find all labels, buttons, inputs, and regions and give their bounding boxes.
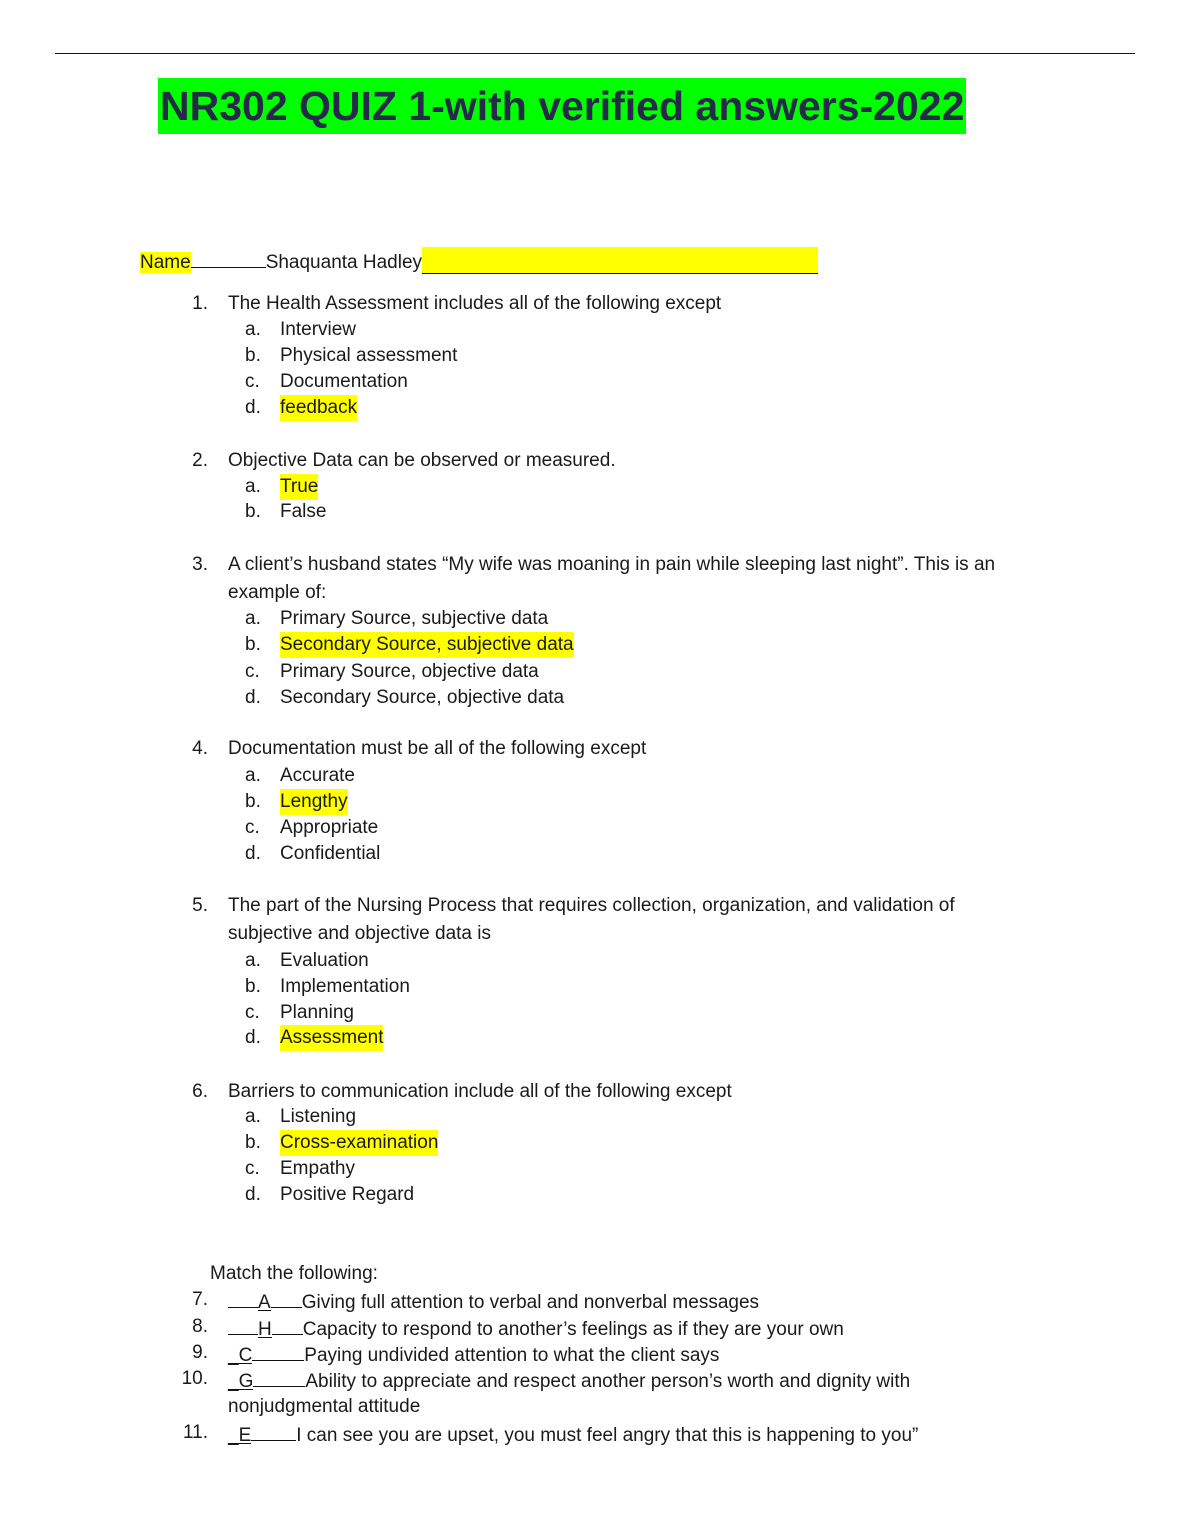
option-letter: c. [245, 817, 260, 838]
question-text: Barriers to communication include all of the following except [228, 1081, 732, 1102]
option-text: Secondary Source, objective data [280, 687, 565, 708]
match-text: Capacity to respond to another’s feelings as if they are your own [302, 1319, 844, 1340]
option-letter: d. [245, 687, 261, 708]
match-item [228, 1287, 759, 1316]
option-letter: b. [245, 976, 261, 997]
match-answer: _E [228, 1425, 252, 1446]
option-letter: a. [245, 950, 261, 971]
option-text: Documentation [280, 371, 408, 392]
document-title: NR302 QUIZ 1-with verified answers-2022 [158, 78, 966, 134]
question-text: A client’s husband states “My wife was moaning in pain while sleeping last night”. This is an [228, 554, 996, 575]
option-letter: c. [245, 371, 260, 392]
option-letter: d. [245, 1184, 261, 1205]
match-answer: _C [228, 1345, 253, 1366]
question-text: The Health Assessment includes all of the following except [228, 293, 722, 314]
match-item [228, 1420, 918, 1449]
match-heading: Match the following: [210, 1263, 378, 1284]
option-text: Implementation [280, 976, 410, 997]
match-blank [253, 1366, 305, 1387]
option-text: Physical assessment [280, 345, 458, 366]
option-letter: b. [245, 501, 261, 522]
option-letter: a. [245, 608, 261, 629]
match-answer: H [258, 1319, 272, 1340]
match-number: 7. [192, 1289, 208, 1310]
match-item [228, 1340, 719, 1369]
question-text: Documentation must be all of the following except [228, 738, 647, 759]
option-letter: a. [245, 765, 261, 786]
match-blank [228, 1314, 258, 1335]
option-letter: b. [245, 1132, 261, 1153]
option-letter: b. [245, 634, 261, 655]
question-number: 3. [192, 554, 208, 575]
top-rule [55, 53, 1135, 54]
option-text: Accurate [280, 765, 355, 786]
option-text: Primary Source, subjective data [280, 608, 549, 629]
option-text: False [280, 501, 327, 522]
option-text-answer: Cross-examination [280, 1130, 438, 1156]
question-number: 5. [192, 895, 208, 916]
option-text: Planning [280, 1002, 354, 1023]
question-number: 6. [192, 1081, 208, 1102]
option-text: Primary Source, objective data [280, 661, 539, 682]
match-item [228, 1366, 910, 1395]
question-text: The part of the Nursing Process that requires collection, organization, and validation of [228, 895, 955, 916]
option-text: Listening [280, 1106, 357, 1127]
match-text: Paying undivided attention to what the client says [304, 1345, 720, 1366]
option-text: Confidential [280, 843, 381, 864]
match-answer: A [258, 1292, 271, 1313]
match-text: Giving full attention to verbal and nonverbal messages [301, 1292, 760, 1313]
match-number: 10. [181, 1368, 208, 1389]
option-text: Positive Regard [280, 1184, 415, 1205]
name-row [140, 247, 818, 276]
option-text-answer: Lengthy [280, 789, 348, 815]
match-blank [272, 1314, 303, 1335]
option-letter: c. [245, 661, 260, 682]
match-text-continued: nonjudgmental attitude [228, 1396, 421, 1417]
option-letter: d. [245, 843, 261, 864]
option-text-answer: feedback [280, 395, 357, 421]
option-text-answer: Secondary Source, subjective data [280, 632, 574, 658]
match-blank [271, 1287, 302, 1308]
option-letter: b. [245, 791, 261, 812]
option-text: Evaluation [280, 950, 369, 971]
option-text: Interview [280, 319, 357, 340]
option-text-answer: True [280, 474, 318, 500]
option-letter: d. [245, 397, 261, 418]
option-letter: d. [245, 1027, 261, 1048]
option-letter: a. [245, 476, 261, 497]
question-number: 2. [192, 450, 208, 471]
name-underline [422, 247, 818, 274]
name-value: Shaquanta Hadley [265, 252, 423, 273]
option-letter: a. [245, 1106, 261, 1127]
match-answer: _G [228, 1371, 254, 1392]
option-text: Empathy [280, 1158, 355, 1179]
question-text-continued: subjective and objective data is [228, 923, 491, 944]
match-number: 9. [192, 1342, 208, 1363]
match-item [228, 1314, 844, 1343]
option-letter: c. [245, 1002, 260, 1023]
option-text-answer: Assessment [280, 1025, 383, 1051]
name-blank [191, 247, 266, 268]
question-text: Objective Data can be observed or measured. [228, 450, 616, 471]
question-number: 1. [192, 293, 208, 314]
question-number: 4. [192, 738, 208, 759]
option-letter: b. [245, 345, 261, 366]
match-text: Ability to appreciate and respect another person’s worth and dignity with [305, 1371, 911, 1392]
match-text: I can see you are upset, you must feel angry that this is happening to you” [296, 1425, 919, 1446]
name-label: Name [140, 252, 191, 273]
match-blank [228, 1287, 258, 1308]
option-letter: a. [245, 319, 261, 340]
match-number: 8. [192, 1316, 208, 1337]
match-blank [252, 1340, 304, 1361]
match-number: 11. [182, 1422, 208, 1443]
option-text: Appropriate [280, 817, 379, 838]
match-blank [251, 1420, 296, 1441]
option-letter: c. [245, 1158, 260, 1179]
question-text-continued: example of: [228, 582, 327, 603]
